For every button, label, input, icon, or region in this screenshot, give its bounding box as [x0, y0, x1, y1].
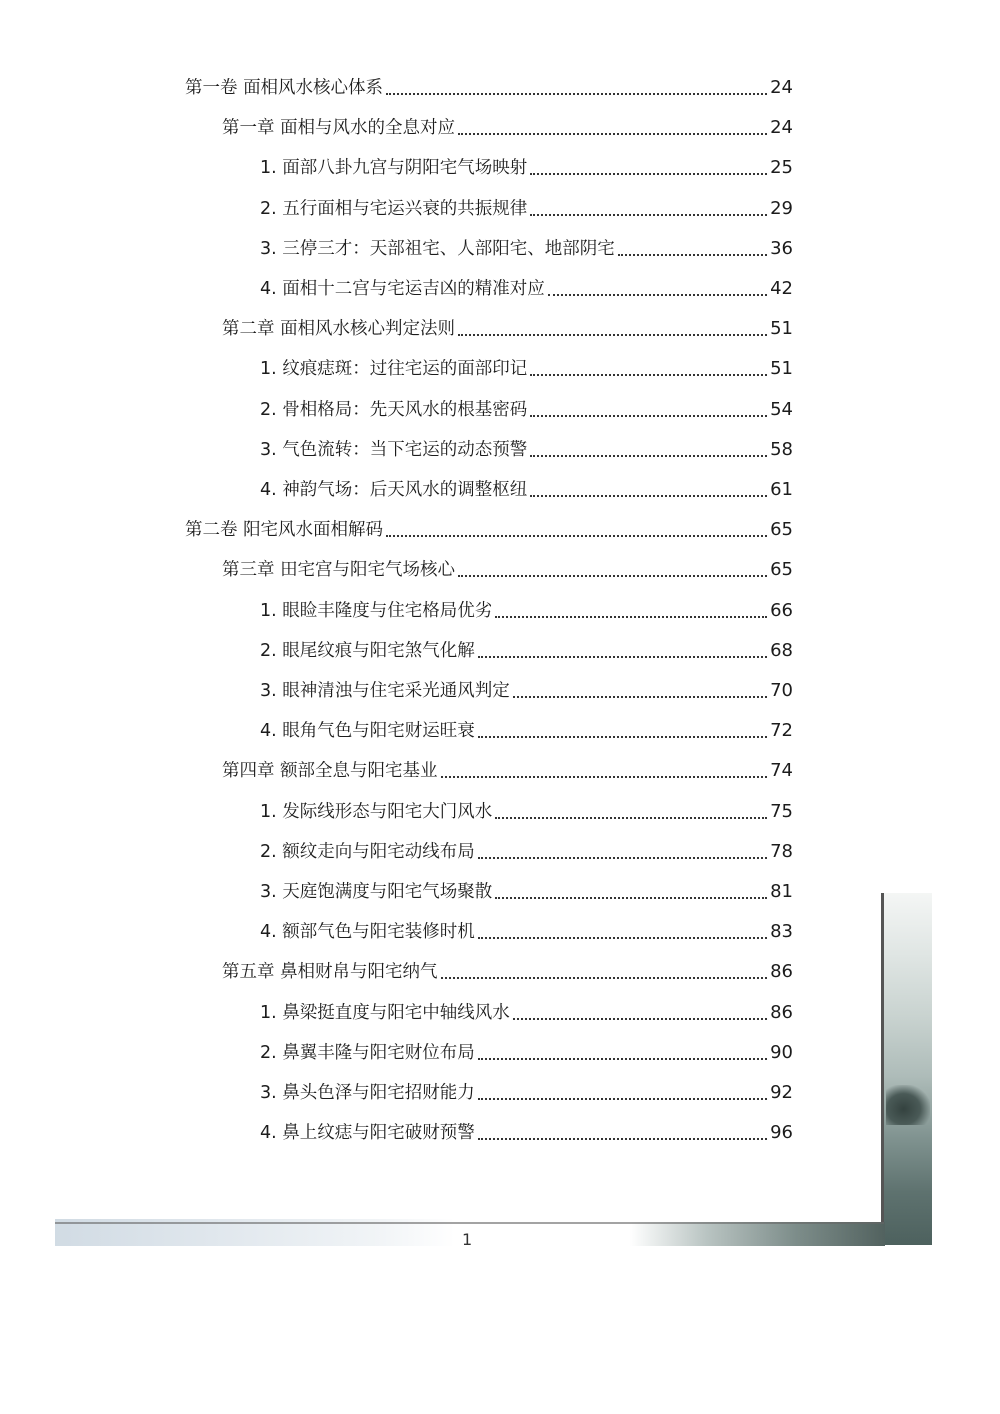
toc-entry[interactable]: [260, 1001, 793, 1025]
toc-entry-page: 72: [770, 720, 793, 741]
toc-entry-page: 65: [770, 519, 793, 540]
toc-entry-page: 24: [770, 77, 793, 98]
toc-dot-leader: [618, 254, 767, 256]
toc-dot-leader: [513, 696, 767, 698]
toc-entry[interactable]: [185, 518, 793, 542]
toc-dot-leader: [513, 1018, 767, 1020]
toc-entry[interactable]: [222, 116, 793, 140]
toc-entry-page: 70: [770, 680, 793, 701]
toc-entry-title: 2. 骨相格局：先天风水的根基密码: [260, 400, 528, 420]
toc-entry-title: 第三章 田宅宫与阳宅气场核心: [222, 560, 456, 580]
toc-entry-page: 86: [770, 1002, 793, 1023]
toc-dot-leader: [530, 214, 767, 216]
toc-entry[interactable]: [260, 679, 793, 703]
toc-dot-leader: [478, 1058, 767, 1060]
toc-entry[interactable]: [260, 357, 793, 381]
toc-entry-title: 第四章 额部全息与阳宅基业: [222, 761, 438, 781]
toc-entry[interactable]: [260, 920, 793, 944]
toc-entry-page: 29: [770, 198, 793, 219]
toc-entry-title: 1. 面部八卦九宫与阴阳宅气场映射: [260, 158, 528, 178]
toc-dot-leader: [548, 294, 767, 296]
toc-dot-leader: [478, 656, 767, 658]
toc-entry[interactable]: [260, 800, 793, 824]
toc-entry-page: 25: [770, 157, 793, 178]
toc-entry-title: 第一卷 面相风水核心体系: [185, 78, 384, 98]
toc-entry-title: 第五章 鼻相财帛与阳宅纳气: [222, 962, 438, 982]
toc-entry-title: 1. 发际线形态与阳宅大门风水: [260, 802, 493, 822]
toc-entry[interactable]: [222, 960, 793, 984]
toc-entry-page: 74: [770, 760, 793, 781]
toc-entry-page: 81: [770, 881, 793, 902]
frame-border-horizontal: [55, 1222, 884, 1224]
toc-entry[interactable]: [260, 1121, 793, 1145]
toc-entry-page: 36: [770, 238, 793, 259]
toc-entry[interactable]: [260, 438, 793, 462]
toc-dot-leader: [458, 133, 767, 135]
toc-dot-leader: [478, 857, 767, 859]
toc-entry-title: 第二卷 阳宅风水面相解码: [185, 520, 384, 540]
toc-entry[interactable]: [260, 639, 793, 663]
toc-entry-page: 42: [770, 278, 793, 299]
toc-entry-title: 第二章 面相风水核心判定法则: [222, 319, 456, 339]
toc-entry-title: 1. 眼睑丰隆度与住宅格局优劣: [260, 601, 493, 621]
toc-entry-page: 68: [770, 640, 793, 661]
toc-entry-page: 92: [770, 1082, 793, 1103]
toc-dot-leader: [478, 736, 767, 738]
toc-dot-leader: [530, 495, 767, 497]
tree-decoration: [886, 1085, 930, 1125]
toc-entry-title: 4. 面相十二宫与宅运吉凶的精准对应: [260, 279, 545, 299]
toc-entry[interactable]: [260, 156, 793, 180]
toc-entry[interactable]: [260, 719, 793, 743]
toc-entry-page: 51: [770, 358, 793, 379]
toc-entry[interactable]: [260, 840, 793, 864]
toc-entry-page: 86: [770, 961, 793, 982]
toc-entry-title: 4. 额部气色与阳宅装修时机: [260, 922, 475, 942]
toc-entry[interactable]: [260, 398, 793, 422]
toc-entry[interactable]: [260, 478, 793, 502]
toc-entry-title: 3. 天庭饱满度与阳宅气场聚散: [260, 882, 493, 902]
toc-entry-page: 78: [770, 841, 793, 862]
page-number: 1: [462, 1230, 473, 1249]
frame-border-vertical: [881, 893, 884, 1223]
toc-dot-leader: [530, 415, 767, 417]
toc-dot-leader: [458, 575, 767, 577]
toc-entry[interactable]: [260, 880, 793, 904]
toc-entry[interactable]: [260, 277, 793, 301]
toc-entry-page: 90: [770, 1042, 793, 1063]
toc-entry-title: 4. 眼角气色与阳宅财运旺衰: [260, 721, 475, 741]
toc-entry-page: 51: [770, 318, 793, 339]
bottom-decoration-right: [630, 1222, 885, 1246]
toc-entry-page: 61: [770, 479, 793, 500]
toc-entry[interactable]: [260, 1041, 793, 1065]
toc-entry-page: 54: [770, 399, 793, 420]
toc-dot-leader: [478, 1098, 767, 1100]
toc-entry[interactable]: [185, 76, 793, 100]
toc-entry-title: 3. 气色流转：当下宅运的动态预警: [260, 440, 528, 460]
toc-entry[interactable]: [222, 759, 793, 783]
toc-dot-leader: [495, 897, 767, 899]
toc-entry-page: 75: [770, 801, 793, 822]
toc-entry[interactable]: [260, 599, 793, 623]
toc-entry-title: 3. 眼神清浊与住宅采光通风判定: [260, 681, 510, 701]
toc-dot-leader: [478, 937, 767, 939]
toc-dot-leader: [495, 817, 767, 819]
toc-dot-leader: [441, 776, 768, 778]
toc-entry-title: 2. 鼻翼丰隆与阳宅财位布局: [260, 1043, 475, 1063]
toc-dot-leader: [386, 535, 767, 537]
toc-entry-page: 58: [770, 439, 793, 460]
toc-dot-leader: [441, 977, 768, 979]
toc-entry[interactable]: [260, 237, 793, 261]
toc-dot-leader: [495, 616, 767, 618]
toc-entry-title: 2. 眼尾纹痕与阳宅煞气化解: [260, 641, 475, 661]
toc-dot-leader: [530, 173, 767, 175]
toc-entry-page: 96: [770, 1122, 793, 1143]
toc-entry-title: 4. 鼻上纹痣与阳宅破财预警: [260, 1123, 475, 1143]
landscape-decoration: [884, 893, 932, 1245]
toc-entry[interactable]: [222, 317, 793, 341]
toc-dot-leader: [530, 455, 767, 457]
toc-entry-title: 3. 三停三才：天部祖宅、人部阳宅、地部阴宅: [260, 239, 615, 259]
toc-entry-page: 66: [770, 600, 793, 621]
toc-entry-title: 第一章 面相与风水的全息对应: [222, 118, 456, 138]
toc-entry-page: 24: [770, 117, 793, 138]
toc-entry-title: 4. 神韵气场：后天风水的调整枢纽: [260, 480, 528, 500]
toc-dot-leader: [386, 93, 767, 95]
toc-entry-title: 3. 鼻头色泽与阳宅招财能力: [260, 1083, 475, 1103]
toc-entry[interactable]: [260, 1081, 793, 1105]
toc-entry-page: 83: [770, 921, 793, 942]
toc-entry-title: 1. 鼻梁挺直度与阳宅中轴线风水: [260, 1003, 510, 1023]
toc-entry-title: 2. 五行面相与宅运兴衰的共振规律: [260, 199, 528, 219]
toc-entry[interactable]: [260, 197, 793, 221]
toc-dot-leader: [530, 374, 767, 376]
toc-dot-leader: [478, 1138, 767, 1140]
toc-dot-leader: [458, 334, 767, 336]
toc-entry-title: 2. 额纹走向与阳宅动线布局: [260, 842, 475, 862]
toc-entry[interactable]: [222, 558, 793, 582]
toc-entry-page: 65: [770, 559, 793, 580]
toc-entry-title: 1. 纹痕痣斑：过往宅运的面部印记: [260, 359, 528, 379]
